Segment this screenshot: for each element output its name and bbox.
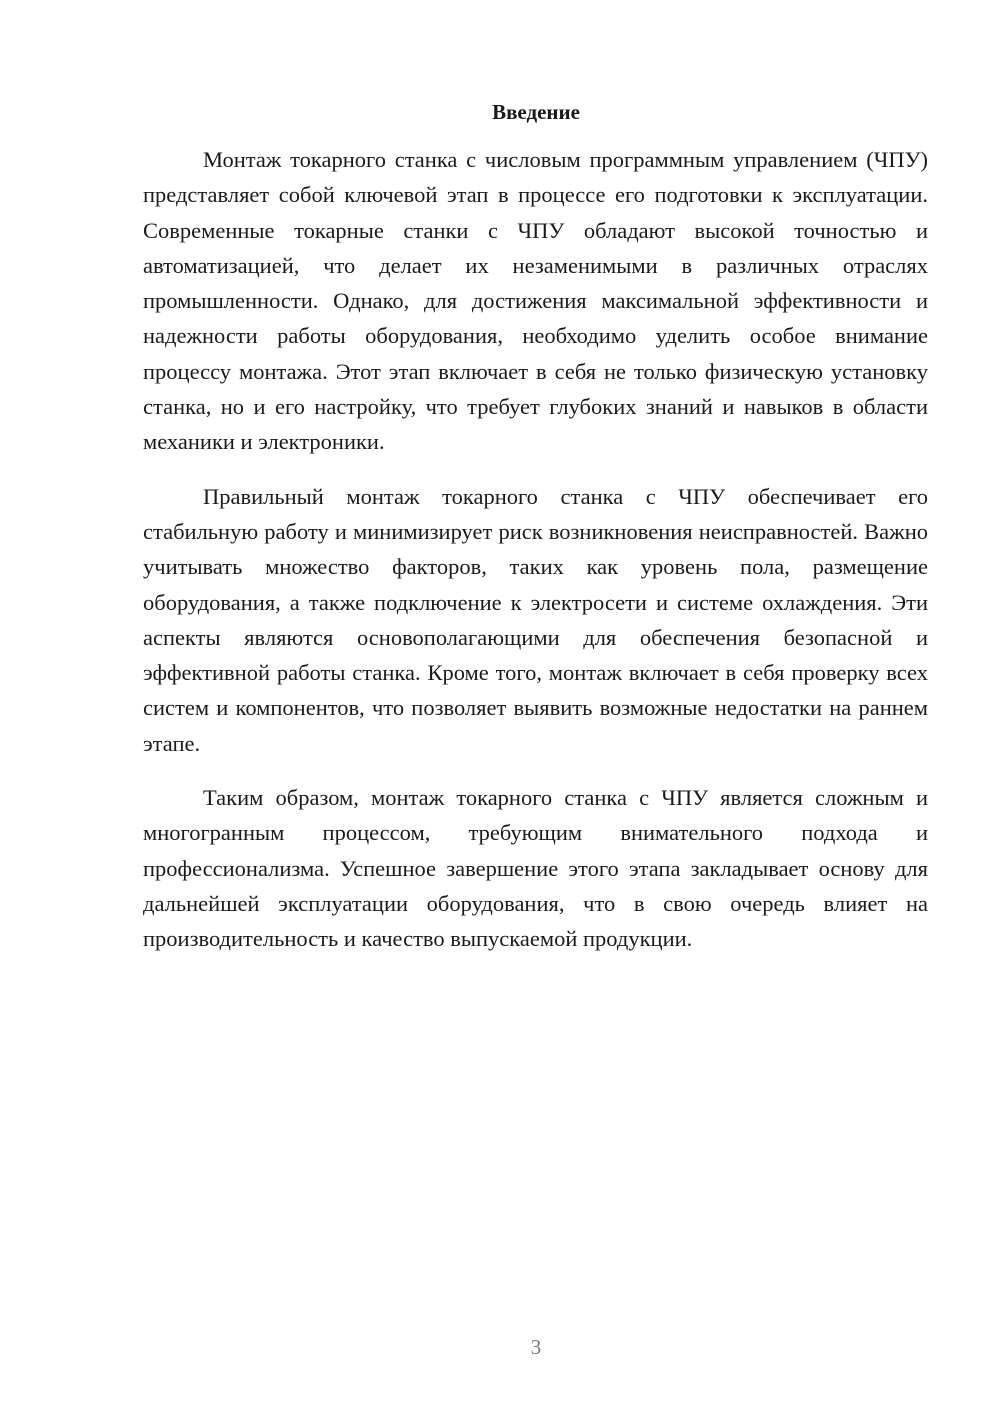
paragraph-1: Монтаж токарного станка с числовым программным управлением (ЧПУ) представляет собой ключевой этап в процессе его подготовки к эксплуатации. Современные токарные станки с ЧПУ обладают высокой точностью и автоматизацией, что делает их незаменимыми в различных отраслях промышленности. Однако, для достижения максимальной эффективности и надежности работы оборудования, необходимо уделить особое внимание процессу монтажа. Этот этап включает в себя не только физическую установку станка, но и его настройку, что требует глубоких знаний и навыков в области механики и электроники. <box>143 147 928 455</box>
body-text <box>143 142 928 976</box>
page-number: 3 <box>530 1335 542 1359</box>
paragraph-3: Таким образом, монтаж токарного станка с ЧПУ является сложным и многогранным процессом, требующим внимательного подхода и профессионализма. Успешное завершение этого этапа закладывает основу для дальнейшей эксплуатации оборудования, что в свою очередь влияет на производительность и качество выпускаемой продукции. <box>143 785 928 952</box>
paragraph-2: Правильный монтаж токарного станка с ЧПУ обеспечивает его стабильную работу и минимизирует риск возникновения неисправностей. Важно учитывать множество факторов, таких как уровень пола, размещение оборудования, а также подключение к электросети и системе охлаждения. Эти аспекты являются основополагающими для обеспечения безопасной и эффективной работы станка. Кроме того, монтаж включает в себя проверку всех систем и компонентов, что позволяет выявить возможные недостатки на раннем этапе. <box>143 483 928 756</box>
section-heading: Введение <box>492 100 580 124</box>
